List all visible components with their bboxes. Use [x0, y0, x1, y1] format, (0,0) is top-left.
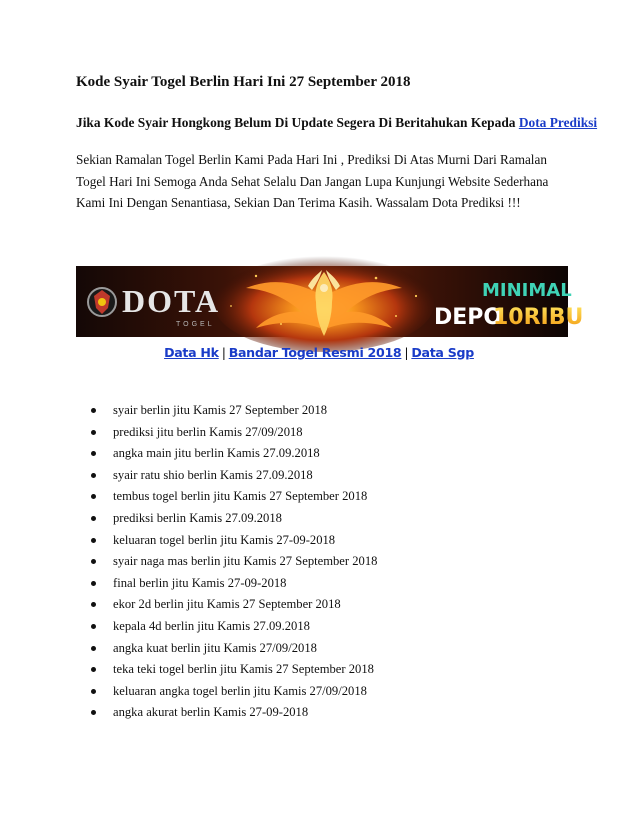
prediction-list	[76, 401, 377, 725]
promo-minimal-text: MINIMAL	[482, 280, 572, 301]
bullet-icon	[91, 581, 96, 586]
list-item: syair berlin jitu Kamis 27 September 2018	[76, 401, 377, 423]
body-paragraph: Sekian Ramalan Togel Berlin Kami Pada Hari Ini , Prediksi Di Atas Murni Dari Ramalan Togel Hari Ini Semoga Anda Sehat Selalu Dan Jangan Lupa Kunjungi Website Sederhana Kami Ini Dengan Senantiasa, Sekian Dan Terima Kasih. Wassalam Dota Prediksi !!!	[76, 152, 549, 210]
list-item: final berlin jitu Kamis 27-09-2018	[76, 574, 377, 596]
list-item: angka main jitu berlin Kamis 27.09.2018	[76, 444, 377, 466]
list-item: keluaran angka togel berlin jitu Kamis 27/09/2018	[76, 682, 377, 704]
bullet-icon	[91, 559, 96, 564]
list-item: angka kuat berlin jitu Kamis 27/09/2018	[76, 639, 377, 661]
banner-logo-text: DOTA	[122, 283, 221, 319]
page-title: Kode Syair Togel Berlin Hari Ini 27 September 2018	[76, 74, 411, 90]
dota-togel-banner[interactable]	[76, 266, 584, 337]
bullet-icon	[91, 494, 96, 499]
bullet-icon	[91, 624, 96, 629]
promo-amount-text: 10RIBU	[493, 305, 584, 330]
link-separator: |	[221, 345, 226, 360]
intro-text: Jika Kode Syair Hongkong Belum Di Update Segera Di Beritahukan Kepada	[76, 115, 519, 130]
bullet-icon	[91, 710, 96, 715]
bullet-icon	[91, 646, 96, 651]
bullet-icon	[91, 451, 96, 456]
list-item: angka akurat berlin Kamis 27-09-2018	[76, 703, 377, 725]
link-separator: |	[404, 345, 409, 360]
list-item: prediksi jitu berlin Kamis 27/09/2018	[76, 423, 377, 445]
list-item: prediksi berlin Kamis 27.09.2018	[76, 509, 377, 531]
list-item: syair ratu shio berlin Kamis 27.09.2018	[76, 466, 377, 488]
list-item: keluaran togel berlin jitu Kamis 27-09-2018	[76, 531, 377, 553]
links-row	[0, 345, 638, 360]
data-hk-link[interactable]: Data Hk	[164, 345, 219, 360]
bullet-icon	[91, 689, 96, 694]
banner-graphic	[76, 266, 584, 337]
data-sgp-link[interactable]: Data Sgp	[411, 345, 474, 360]
dota-prediksi-link[interactable]: Dota Prediksi	[518, 115, 598, 130]
dota-logo-emblem	[88, 288, 116, 316]
bullet-icon	[91, 516, 96, 521]
list-item: kepala 4d berlin jitu Kamis 27.09.2018	[76, 617, 377, 639]
bullet-icon	[91, 602, 96, 607]
list-item: tembus togel berlin jitu Kamis 27 September 2018	[76, 487, 377, 509]
bullet-icon	[91, 408, 96, 413]
bullet-icon	[91, 430, 96, 435]
bandar-togel-resmi-link[interactable]: Bandar Togel Resmi 2018	[228, 345, 402, 360]
promo-depo-text: DEPO	[434, 305, 503, 330]
list-item: ekor 2d berlin jitu Kamis 27 September 2018	[76, 595, 377, 617]
intro-line	[76, 115, 597, 131]
bullet-icon	[91, 473, 96, 478]
list-item: teka teki togel berlin jitu Kamis 27 September 2018	[76, 660, 377, 682]
banner-logo-subtext: TOGEL	[176, 321, 215, 328]
list-item: syair naga mas berlin jitu Kamis 27 September 2018	[76, 552, 377, 574]
bullet-icon	[91, 538, 96, 543]
bullet-icon	[91, 667, 96, 672]
